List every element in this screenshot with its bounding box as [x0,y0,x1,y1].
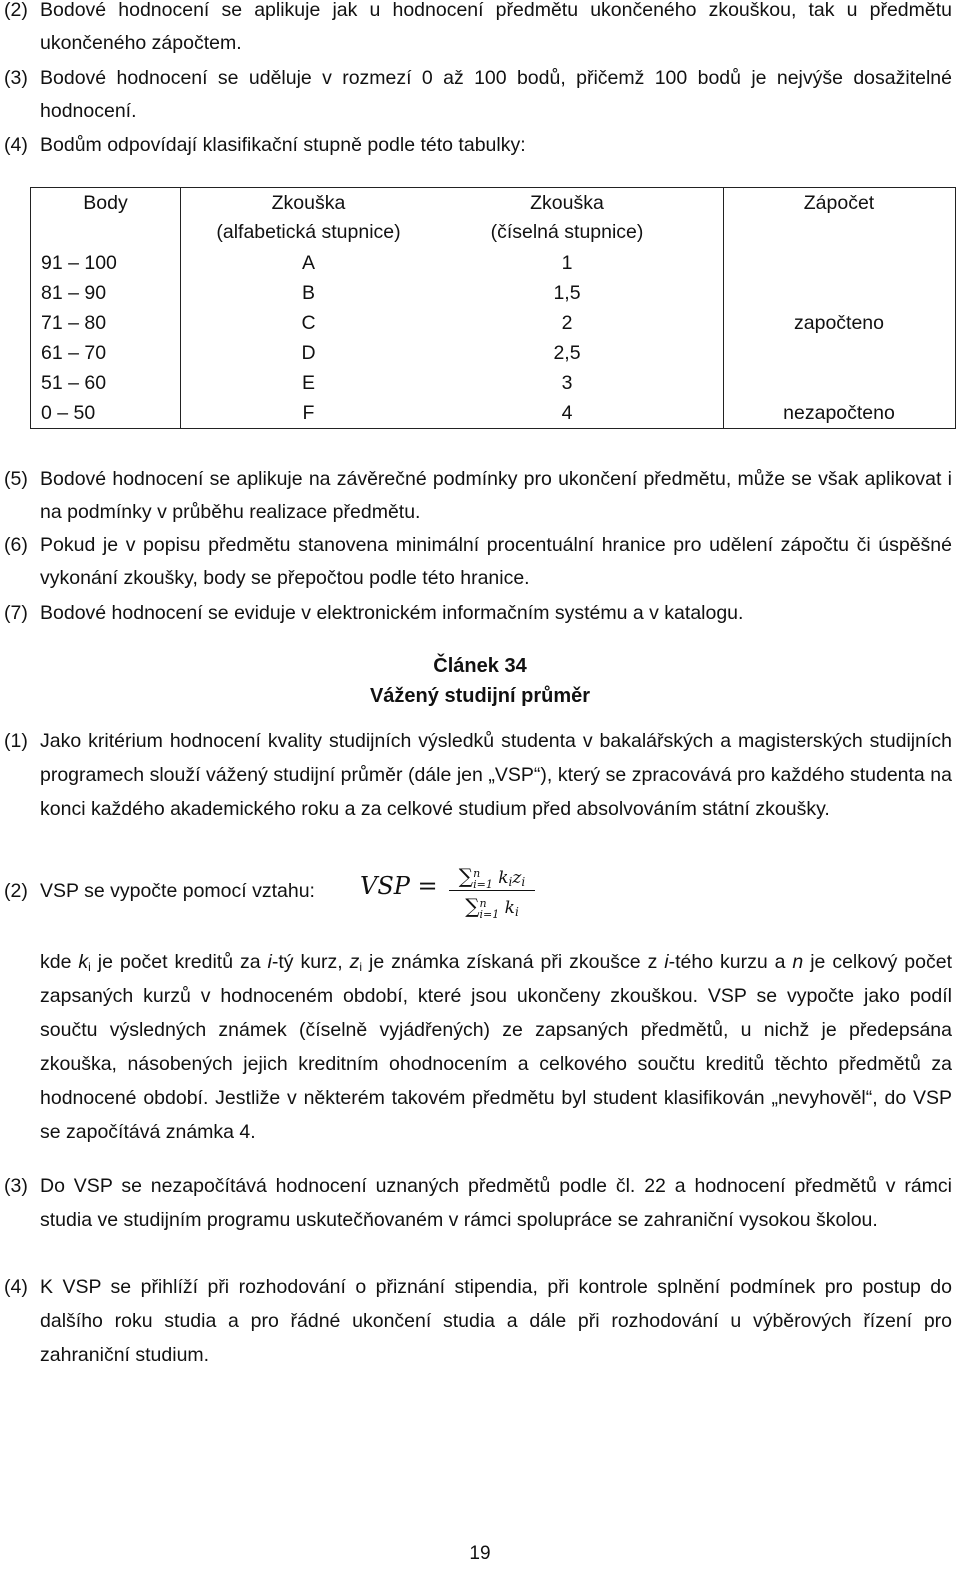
paragraph-3: (3) Bodové hodnocení se uděluje v rozmezí 0 až 100 bodů, přičemž 100 bodů je nejvýše dosažitelné hodnocení. [4,67,952,122]
row-num: 1 [561,252,573,274]
row-points: 51 – 60 [41,372,107,394]
paragraph-2: (2) Bodové hodnocení se aplikuje jak u hodnocení předmětu ukončeného zkouškou, tak u předmětu ukončeného zápočtem. [4,0,952,54]
article-paragraph-4: (4) K VSP se přihlíží při rozhodování o přiznání stipendia, při kontrole splnění podmínek pro postup do dalšího roku studia a pro řádné ukončení studia a dále při rozhodování u výběrových řízení pro zahraniční studium. [4,1276,952,1366]
row-num: 2 [561,312,573,334]
article-paragraph-2: (2) VSP se vypočte pomocí vztahu: [4,880,315,902]
row-alpha: D [301,342,316,364]
row-points: 0 – 50 [41,402,96,424]
row-alpha: C [301,312,316,334]
paragraph-6: (6) Pokud je v popisu předmětu stanovena minimální procentuální hranice pro udělení zápočtu či úspěšné vykonání zkoušky, body se přepočtou podle této hranice. [4,534,952,589]
row-num: 3 [561,372,573,394]
paragraph-5: (5) Bodové hodnocení se aplikuje na závěrečné podmínky pro ukončení předmětu, může se však aplikovat i na podmínky v průběhu realizace předmětu. [4,468,952,523]
header-exam-num-sub: (číselná stupnice) [490,221,644,243]
article-number: Článek 34 [433,655,527,677]
row-alpha: F [302,402,315,424]
article-paragraph-3: (3) Do VSP se nezapočítává hodnocení uznaných předmětů podle čl. 22 a hodnocení předmětů v rámci studia ve studijním programu uskutečňovaném v rámci spolupráce se zahraniční vysokou školou. [4,1175,952,1231]
credit-fail: nezapočteno [783,402,895,424]
row-alpha: E [301,372,315,394]
row-num: 2,5 [553,342,581,364]
row-num: 4 [561,402,573,424]
header-exam-alpha-sub: (alfabetická stupnice) [216,221,401,243]
header-credit: Zápočet [803,192,875,214]
article-title: Vážený studijní průměr [369,685,591,707]
formula-explanation: kde $k_i$ je počet kreditů za i-tý kurz, $z_i$ je známka získaná při zkoušce z i-tého kurzu a n je celkový počet zapsaných kurzů v hodnoceném období, které jsou ukončeny zkouškou. VSP se vypočte jako podíl součtu výsledných známek (číselně vyjádřených) ze zapsaných předmětů, u nichž je předepsána zkouška, násobených jejich kreditním ohodnocením a celkového součtu kreditů těchto předmětů za hodnocené období. Jestliže v některém takovém předmětu byl student klasifikován „nevyhověl“, do VSP se započítává známka 4. [40,951,953,1143]
formula-numerator: ∑n i=1 $k_iz_i$ [458,864,526,891]
paragraph-7: (7) Bodové hodnocení se eviduje v elektronickém informačním systému a v katalogu. [4,602,744,624]
page-number: 19 [469,1543,491,1564]
row-alpha: A [301,252,315,274]
row-alpha: B [301,282,315,304]
article-paragraph-1: (1) Jako kritérium hodnocení kvality studijních výsledků studenta v bakalářských a magisterských studijních programech slouží vážený studijní průměr (dále jen „VSP“), který se zpracovává pro každého studenta na konci každého akademického roku a za celkové studium před absolvováním státní zkoušky. [4,730,952,820]
row-points: 91 – 100 [41,252,117,274]
paragraph-4: (4) Bodům odpovídají klasifikační stupně podle této tabulky: [4,134,526,156]
header-exam-num: Zkouška [530,192,604,214]
row-points: 71 – 80 [41,312,107,334]
grade-table [30,187,956,429]
header-body: Body [83,192,128,214]
credit-pass: započteno [794,312,884,334]
header-exam-alpha: Zkouška [271,192,346,214]
row-points: 81 – 90 [41,282,107,304]
formula-denominator: ∑n i=1 $k_i$ [465,894,519,921]
vsp-formula-fraction [447,862,537,919]
formula-lhs: VSP = [360,872,438,900]
row-points: 61 – 70 [41,342,107,364]
row-num: 1,5 [553,282,581,304]
